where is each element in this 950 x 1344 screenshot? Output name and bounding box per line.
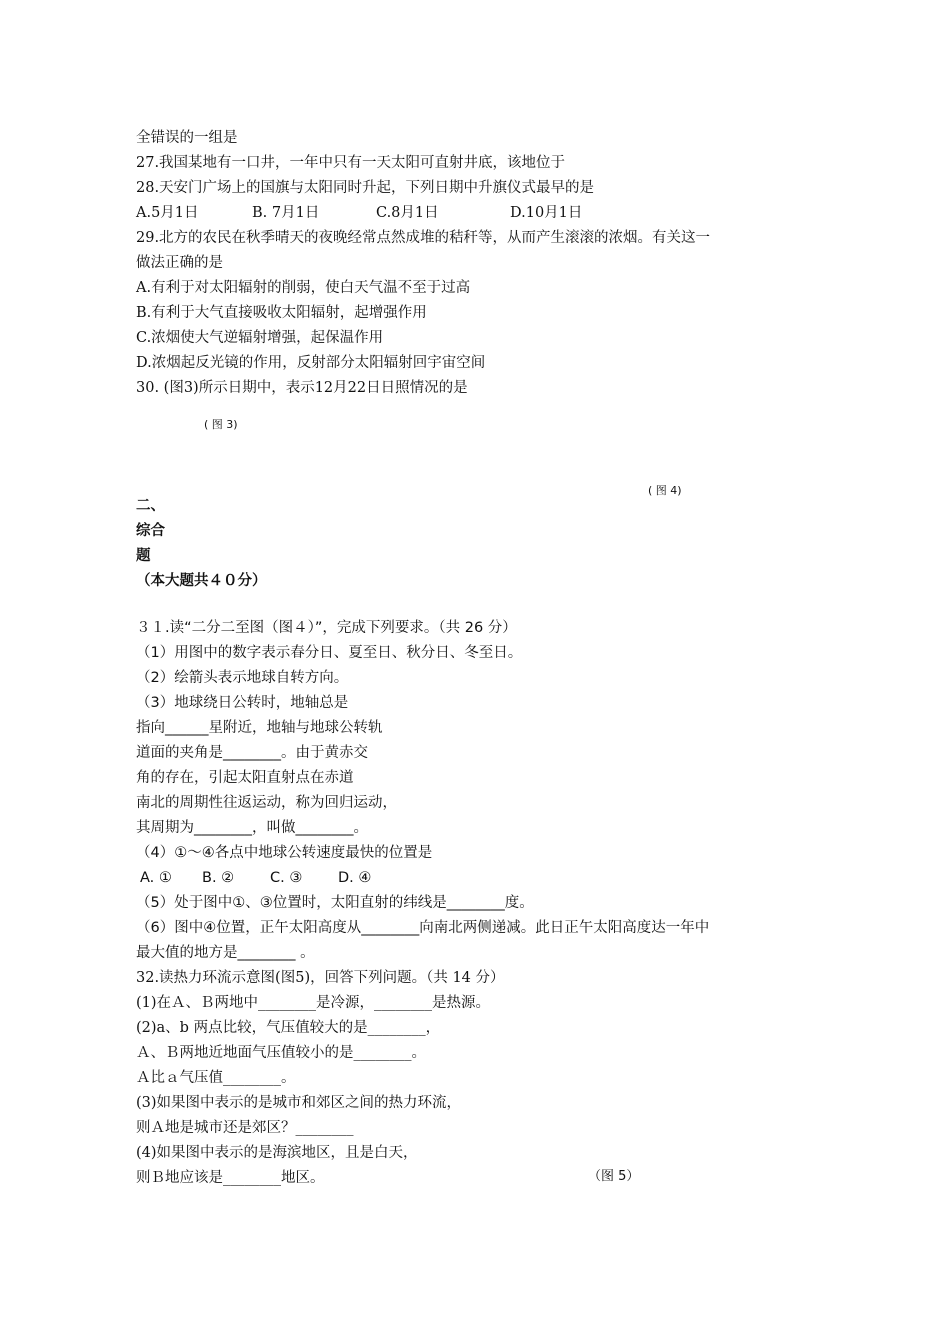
question-32: 32.读热力环流示意图(图5)，回答下列问题。（共 14 分） <box>136 970 505 986</box>
question-29-option-a: A.有利于对太阳辐射的削弱，使白天气温不至于过高 <box>136 280 471 296</box>
question-31-part-3: （3）地球绕日公转时，地轴总是 <box>136 695 349 711</box>
question-31: ３１.读“二分二至图（图４）”，完成下列要求。（共 26 分） <box>136 620 517 636</box>
option-b: B. 7月1日 <box>252 205 320 221</box>
question-31-part-6: （6）图中④位置，正午太阳高度从________向南北两侧递减。此日正午太阳高度达一年中 <box>136 920 710 936</box>
option-c: C. ③ <box>270 870 303 886</box>
figure-4-caption: ( 图 4) <box>648 484 682 497</box>
section-score: （本大题共４０分） <box>136 573 267 589</box>
question-31-part-3-line: 南北的周期性往返运动，称为回归运动， <box>136 795 397 811</box>
question-29: 29.北方的农民在秋季晴天的夜晚经常点然成堆的秸秆等，从而产生滚滚的浓烟。有关这一 <box>136 230 711 246</box>
section-heading-1: 二、 <box>136 498 165 514</box>
option-c: C.8月1日 <box>376 205 439 221</box>
section-heading-3: 题 <box>136 548 151 564</box>
figure-3-caption: ( 图 3) <box>204 418 238 431</box>
section-heading-2: 综合 <box>136 523 165 539</box>
option-a: A. ① <box>140 870 172 886</box>
question-31-part-3-line: 道面的夹角是________。由于黄赤交 <box>136 745 368 761</box>
question-31-part-4-options <box>140 868 371 888</box>
question-27: 27.我国某地有一口井，一年中只有一天太阳可直射井底，该地位于 <box>136 155 566 171</box>
question-32-part-2-line: Ａ、Ｂ两地近地面气压值较小的是________。 <box>136 1045 426 1061</box>
question-31-part-6-cont: 最大值的地方是________ 。 <box>136 945 315 961</box>
question-31-part-4: （4）①～④各点中地球公转速度最快的位置是 <box>136 845 433 861</box>
question-29-option-c: C.浓烟使大气逆辐射增强，起保温作用 <box>136 330 384 346</box>
question-29-option-b: B.有利于大气直接吸收太阳辐射，起增强作用 <box>136 305 427 321</box>
question-32-part-1: (1)在Ａ、Ｂ两地中________是冷源，________是热源。 <box>136 995 491 1011</box>
question-32-part-2: (2)a、b 两点比较，气压值较大的是________， <box>136 1020 441 1036</box>
question-31-part-1: （1）用图中的数字表示春分日、夏至日、秋分日、冬至日。 <box>136 645 523 661</box>
question-28-options <box>136 203 582 223</box>
figure-5-caption: （图 5） <box>588 1169 640 1184</box>
question-31-part-5: （5）处于图中①、③位置时，太阳直射的纬线是________度。 <box>136 895 534 911</box>
question-31-part-2: （2）绘箭头表示地球自转方向。 <box>136 670 349 686</box>
question-32-part-4: (4)如果图中表示的是海滨地区，且是白天， <box>136 1145 418 1161</box>
question-32-part-2-line: Ａ比ａ气压值________。 <box>136 1070 296 1086</box>
question-29-option-d: D.浓烟起反光镜的作用，反射部分太阳辐射回宇宙空间 <box>136 355 486 371</box>
question-28: 28.天安门广场上的国旗与太阳同时升起，下列日期中升旗仪式最早的是 <box>136 180 595 196</box>
question-32-part-3-line: 则Ａ地是城市还是郊区？________ <box>136 1120 354 1136</box>
option-d: D.10月1日 <box>510 205 583 221</box>
question-31-part-3-line: 其周期为________，叫做________。 <box>136 820 368 836</box>
question-30: 30. (图3)所示日期中，表示12月22日日照情况的是 <box>136 380 468 396</box>
option-a: A.5月1日 <box>136 205 199 221</box>
question-29-cont: 做法正确的是 <box>136 255 223 271</box>
question-32-part-4-line: 则Ｂ地应该是________地区。 <box>136 1170 325 1186</box>
option-d: D. ④ <box>338 870 372 886</box>
question-32-part-3: (3)如果图中表示的是城市和郊区之间的热力环流， <box>136 1095 462 1111</box>
question-31-part-3-line: 指向______星附近，地轴与地球公转轨 <box>136 720 383 736</box>
option-b: B. ② <box>202 870 235 886</box>
question-31-part-3-line: 角的存在，引起太阳直射点在赤道 <box>136 770 354 786</box>
text-line: 全错误的一组是 <box>136 130 238 146</box>
